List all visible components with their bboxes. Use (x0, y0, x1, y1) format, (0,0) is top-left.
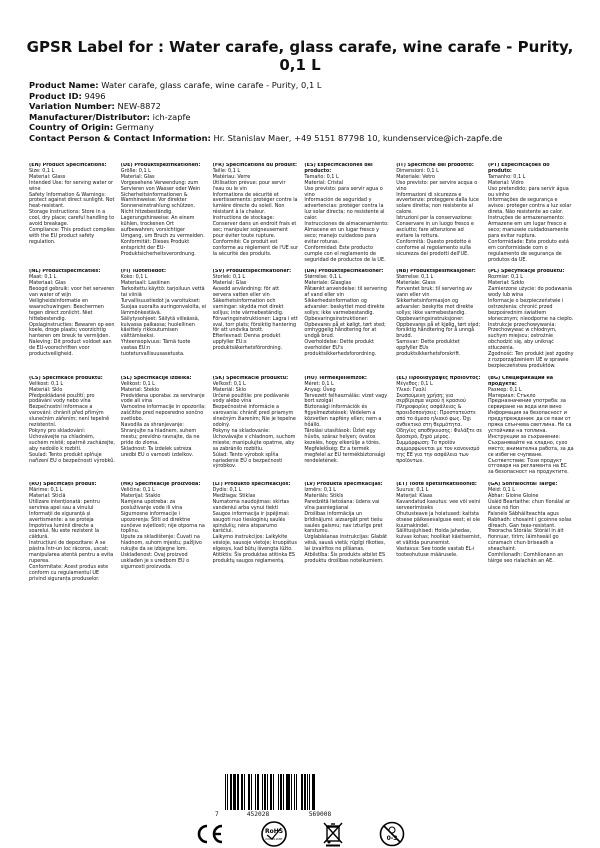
spec-block (29, 482, 115, 582)
spec-block (213, 376, 299, 476)
age-label: 0-3 (386, 835, 398, 842)
spec-heading: (EL) Προδιαγραφές προϊόντος: (396, 375, 481, 381)
barcode-group-left: 452028 (246, 811, 270, 818)
spec-text: Tamaño: 0,1 L Material: Cristal Uso previsto: para servir agua o vino Información de seguridad y advertencias: protéger contra la luz solar directa; no resistente al calor. Instrucciones de almacenamiento: Almacene en un lugar fresco y seco; manejo cuidadoso para evitar roturas. Conformidad: Este producto cumple con el reglamento de seguridad de productos de la UE. (304, 173, 389, 263)
spec-block (213, 163, 299, 263)
spec-text: Rozmiar: 0,1 L Materiał: Szkło Zamierzone użycie: do podawania wody lub wina Informacje o bezpieczeństwie i ostrzeżenia: chronić przed bezpośrednim światłem słonecznym; nieodporne na ciepło. Instrukcje przechowywania: Przechowywać w chłodnym, suchym miejscu; ostrożnie obchodzić się, aby uniknąć stłuczenia. Zgodność: Ten produkt jest zgodny z rozporządzeniem UE w sprawie bezpieczeństwa produktów. (487, 274, 574, 369)
spec-block (396, 269, 482, 369)
spec-heading: (SL) Specifikacije izdelka: (120, 375, 192, 381)
spec-heading: (ES) Especificaciones del producto: (304, 163, 373, 174)
info-label: Product Name: (29, 80, 99, 90)
spec-text: Μέγεθος: 0,1 L Υλικό: Γυαλί Σκοπούμενη χρήση: για σερβίρισμα νερού ή κρασιού Πληροφορίες ασφάλειας & προειδοποιήσεις: Προστατεύστε από το άμεσο ηλιακό φως. Όχι ανθεκτικό στη θερμότητα. Οδηγίες αποθήκευσης: Φυλάξτε σε δροσερό, ξηρό μέρος. Συμμόρφωση: Το προϊόν συμμορφώνεται με τον κανονισμό της ΕΕ για την ασφάλεια των προϊόντων. (396, 380, 483, 464)
info-label: Variation Number: (29, 101, 115, 111)
info-label: Manufacturer/Distributor: (29, 111, 151, 122)
wheelie-bin-crossed-icon (323, 821, 343, 847)
spec-block (488, 376, 574, 476)
spec-block (304, 376, 390, 476)
spec-heading: (PL) Specyfikacje produktu: (487, 269, 565, 275)
spec-text: Koko: 0,1 L Materiaali: Lasiiinen Tarkoitettu käyttö: tarjoiluun vettä tai viiniä Turvallisuustiedot ja varoitukset: Suojaa suoralta auringonvalolta, ei lämmönkestävä. Säilytysohjeet: Säilytä viileässä, kuivassa paikassa; huolellinen käsittely rikkoutumisen välttämiseksi. Yhteensopivuus: Tämä tuote vastaa EU:n tuoteturvallisuusasetusta. (120, 274, 207, 358)
spec-heading: (FI) Tuotetiedot: (120, 269, 166, 275)
certification-icons (195, 822, 405, 846)
barcode-group-right: 569008 (308, 811, 332, 818)
manufacturer-value: ich-zapfe (152, 111, 191, 122)
spec-text: Größe: 0,1 L Material: Glas Vorgesehene Verwendung: zum Servieren von Wasser oder Wein Sicherheitsinformationen & Warnhinweise: Vor direkter Sonneneinstrahlung schützen. Nicht hitzebeständig. Lagerungshinweise: An einem kühlen, trockenen Ort aufbewahren; vorsichtiger Umgang, um Bruch zu vermeiden. Konformität: Dieses Produkt entspricht der EU-Produktsicherheitsverordnung. (120, 167, 205, 257)
spec-text: Veľkosť: 0,1 L Materiál: Sklo Určené použitie: pre podávanie vody alebo vína Bezpečnostné informácie a varovania: chrániť pred priamym slnečným žiarením; Nie je tepelne odolný. Pokyny na skladovanie: Uchovávajte v chladnom, suchom mieste; manipulujte opatrne, aby sa zabránilo rozbitiu. Súlad: Tento výrobok spĺňa nariadenie EÚ o bezpečnosti výrobkov. (212, 380, 296, 470)
spec-heading: (SK) Špecifikácie produktu: (212, 375, 289, 381)
barcode-digit-first: 7 (215, 811, 219, 818)
spec-heading: (DE) Produktspezifikationen: (120, 163, 201, 168)
spec-heading: (GA) Sonraíochtaí Táirge: (487, 482, 558, 488)
country-row (29, 122, 502, 133)
spec-text: Dydis: 0,1 L Medžiaga: Stiklas Numatoma naudojimas: skirtas vandeniui arba vynui tiekti Saugos informacija ir įspėjimai: saugoti nuo tiesioginių saulės spindulių; nėra atsparumo karščiui. Laikymo instrukcijos: Laikykite vėsioje, sausoje vietoje; kruopštus elgesys, kad būtų išvengta lūžio. Atitiktis: Šis produktas atitinka ES produktų saugos reglamentą. (212, 487, 297, 564)
spec-heading: (SV) Produktspecifikationer: (212, 269, 292, 275)
spec-text: Størrelse: 0,1 L Materiale: Glasglas Påtænkt anvendelse: til servering af vand eller vin Sikkerhedsinformation og advarsler: beskyttet mod direkte sollys; ikke varmebestandig. Opbevaringsinstruktioner: Opbevares på et køligt, tørt sted; omhyggelig håndtering for at undgå brud. Overholdelse: Dette produkt overholder EU's produktsikkerhedsforordning. (304, 274, 387, 358)
info-label: Contact Person & Contact Information: (29, 132, 211, 143)
spec-block (304, 482, 390, 582)
manufacturer-row (29, 112, 502, 123)
spec-text: Velikost: 0,1 L Materiál: Sklo Předpokládané použití: pro podávání vody nebo vína Bezpečnostní informace a varování: chránit před přímým slunečním zářením; není tepelně rezistentní. Pokyny pro skladování: Uchovávejte na chladném, suchém místě; opatrně zacházejte, aby nedošlo k rozbití. Soulad: Tento produkt splňuje nařízení EU o bezpečnosti výrobků. (29, 380, 115, 464)
variation-number-value: NEW-8872 (117, 101, 161, 111)
contact-value: Hr. Stanislav Maer, +49 5151 87798 10, kundenservice@ich-zapfe.de (213, 132, 503, 143)
spec-heading: (EN) Product Specifications: (29, 163, 107, 168)
spec-block (29, 269, 115, 369)
spec-text: Taille: 0,1 L Matériau: Verre Utilisation prévue: pour servir l'eau ou le vin Informations de sécurité et avertissements: protéger contre la lumière directe du soleil. Non résistant à la chaleur. Instructions de stockage: Conserver dans un endroit frais et sec; manipuler soigneusement pour éviter toute rupture. Conformité: Ce produit est conforme au règlement de l'UE sur la sécurité des produits. (212, 167, 298, 257)
title-line-1: GPSR Label for : Water carafe, glass carafe, wine carafe - Purity, (26, 38, 574, 56)
spec-block (488, 482, 574, 582)
spec-text: Veličina: 0,1 L Materijal: Staklo Namjena upotreba: za posluživanje vode ili vina Sigurnosne informacije i upozorenja: Štiti od direktne sunčeve svjetlosti; nije otporna na toplinu. Upute za skladištenje: Čuvati na hladnom, suhom mjestu; pažljivo rukujte da se izbjegne lom. Usklađenost: Ovaj proizvod usklađen je s uredbom EU o sigurnosti proizvoda. (120, 487, 205, 570)
spec-row (29, 269, 574, 369)
spec-text: Maat: 0,1 L Materiaal: Glas Beoogd gebruik: voor het serveren van water of wijn Veiligheidsinformatie en waarschuwingen: Beschermen tegen direct zonlicht. Niet hittebestendig. Opslaginstructies: Bewaren op een koele, droge plaats; voorzichtig hanteren om breuk te vermijden. Naleving: Dit product voldoet aan de EU-voorschriften voor productveiligheid. (29, 274, 115, 358)
spec-heading: (HU) Termékjellemzők: (304, 375, 367, 381)
spec-text: Dimensioni: 0,1 L Materiale: Vetro Uso previsto: per servire acqua o vino Informazioni di sicurezza e avvertenze: proteggere dalla luce solare diretta; non resistente al calore. Istruzioni per la conservazione: Conservare in un luogo fresco e asciutto; fare attenzione ad evitare la rottura. Conformità: Questo prodotto è conforme al regolamento sulla sicurezza dei prodotti dell'UE. (396, 167, 479, 257)
spec-block (396, 376, 482, 476)
spec-block (121, 376, 207, 476)
barcode-bar (315, 774, 317, 810)
product-name-value: Water carafe, glass carafe, wine carafe - Purity, 0,1 L (101, 80, 322, 90)
spec-block (121, 482, 207, 582)
spec-block (488, 269, 574, 369)
spec-heading: (NL) Productspecificaties: (29, 269, 101, 275)
spec-block (213, 482, 299, 582)
info-label: Country of Origin: (29, 122, 114, 132)
spec-block (304, 269, 390, 369)
spec-text: Suurus: 0,1 L Materjal: Klaas Kavandatud kasutus: vee või veini serveerimiseks Ohutusteave ja hoiatused: kaitsta otsese päikesevalguse eest; ei ole kuumakindel. Säilitusjuhised: Hoida jahedas, kuivas kohas; hoolikat käsitsemist, et vältida purunemist. Vastavus: See toode vastab EL-i tooteohutuse määrusele. (396, 487, 482, 559)
spec-heading: (BG) Спецификации на продукта: (487, 375, 553, 387)
specifications-grid (29, 163, 574, 589)
spec-text: Storlek: 0,1 L Material: Glas Avsedd användning: för att servera vatten eller vin Säkerhetsinformation och varningar: skydda mot direkt solljus; inte värmebeständig. Förvaringsinstruktioner: Lagra i ett sval, torr plats; försiktig hantering för att undvika brott. Efterlevnad: Denna produkt uppfyller EU:s produktsäkerhetsförordning. (212, 274, 298, 352)
spec-row (29, 482, 574, 582)
rohs-label: RoHS (264, 828, 284, 835)
spec-block (488, 163, 574, 263)
ce-mark-icon (195, 823, 225, 845)
country-value: Germany (115, 122, 154, 132)
spec-block (29, 163, 115, 263)
spec-block (29, 376, 115, 476)
spec-block (304, 163, 390, 263)
spec-block (396, 163, 482, 263)
spec-row (29, 376, 574, 476)
spec-heading: (RO) Specificații produs: (29, 482, 97, 488)
spec-heading: (HR) Specifikacije proizvoda: (120, 482, 201, 488)
spec-block (213, 269, 299, 369)
spec-heading: (DA) Produktspecifikationer: (304, 269, 384, 275)
spec-text: Размер: 0,1 L Материал: Стъкло Предназначение употреба: за сервиране на вода или вино Информация за безопасност и предупреждения: да се пази от пряка слънчева светлина. Не са устойчиви на топлина. Инструкции за съхранение: Съхранявайте на хладно, сухо място; внимателна работа, за да се избегне счупване. Съответствие: Този продукт отговаря на регламента на ЕС за безопасност на продуктите. (487, 386, 574, 476)
barcode-bars (215, 774, 365, 810)
spec-text: Mărime: 0,1 L Material: Sticlă Utilizare intenționată: pentru servirea apei sau a vinului Informații de siguranță și avertismente: a se proteja împotriva luminii directe a soarelui. Nu este rezistent la căldură. Instrucțiuni de depozitare: A se păstra într-un loc răcoros, uscat; manipularea atentă pentru a evita ruperea. Conformitate: Acest produs este conform cu regulamentul UE privind siguranța produselor. (29, 487, 114, 582)
spec-text: Tamanho: 0,1 L Material: Vidro Uso pretendido: para servir água ou vinho Informações de segurança e avisos: proteger contra a luz solar direta. Não resistente ao calor. Instruções de armazenamento: Armazene em um lugar fresco e seco; manuseie cuidadosamente para evitar ruptura. Conformidade: Este produto está em conformidade com o regulamento de segurança de produtos da UE. (487, 173, 572, 263)
label-title (0, 38, 600, 74)
barcode-digits (215, 811, 365, 818)
ean-barcode (215, 774, 365, 819)
spec-block (121, 269, 207, 369)
spec-text: Méid: 0,1 L Ábhar: Gloine Gloine Úsáid Beartaithe: chun fíonálaí ar uisce nó fíon Faisnéis Sábháilteachta agus Rabhadh: chosaint i gcoinne solas díreach. Gan teas-resistant. Treoracha Stórála: Stóráil in áit fionnuar, tirim; láimhseáil go cúramach chun briseadh a sheachaint. Comhlíonadh: Comhlíonann an táirge seo rialachán an AE. (487, 487, 572, 564)
spec-text: Izmērs: 0,1 L Materiāls: Stikls Paredzētā lietošana: ūdens vai vīna pasniegšanai Drošības informācija un brīdinājumi: aizsargāt pret tiešu saules gaismu; nav izturīgs pret karstumu. Uzglabāšanas instrukcijas: Glabāt vēsā, sausā vietā; rūpīgi rīkoties, lai izvairītos no plīšanas. Atbilstība: Šis produkts atbilst ES produktu drošības noteikumiem. (304, 487, 388, 564)
rohs-sublabel: COMPLIANT (265, 837, 283, 841)
spec-heading: (LT) Produkto specifikacijos: (212, 482, 291, 488)
spec-heading: (CS) Specifikace produktu: (29, 375, 103, 381)
spec-block (396, 482, 482, 582)
variation-number-row (29, 101, 502, 112)
spec-text: Méret: 0,1 L Anyag: Üveg Tervezett felhasználás: vizet vagy bort szolgál Biztonsági információk és figyelmeztetések: Védelem a közvetlen napfény ellen; nem a hőálló. Tárolási utasítások: Üzlet egy hűvös, száraz helyen; óvatos kezelés, hogy elkerülje a törés. Megfelelőség: Ez a termék megfelel az EU termékbiztonsági rendeletének. (304, 380, 388, 464)
spec-text: Size: 0,1 L Material: Glass Intended Use: for serving water or wine Safety Information & Warnings: protect against direct sunlight. Not heat-resistant. Storage Instructions: Store in a cool, dry place; careful handling to avoid breakage. Compliance: This product complies with the EU product safety regulation. (29, 167, 115, 245)
no-children-0-3-icon (379, 821, 405, 847)
product-info (29, 80, 502, 143)
product-id-value: 9496 (84, 90, 106, 101)
spec-heading: (LV) Produkta specifikācijas: (304, 482, 383, 488)
spec-heading: (PT) Especificações do produto: (487, 163, 550, 174)
spec-heading: (ET) Toote spetsifikatsioonid: (396, 482, 477, 488)
product-name-row (29, 80, 502, 91)
spec-heading: (IT) Specifiche del prodotto: (396, 163, 474, 168)
spec-text: Størrelse: 0,1 L Materiale: Glass Forventet bruk: til servering av vann eller vin Sikkerhetsinformasjon og advarsler: beskytte mot direkte sollys; ikke varmebestandig. Oppbevaringsinstruksjoner: Oppbevares på et kjølig, tørt sted; forsiktig håndtering for å unngå brudd. Samsvar: Dette produktet oppfyller EUs produktsikkerhetsforskrift. (396, 274, 481, 358)
contact-row (29, 133, 502, 144)
spec-block (121, 163, 207, 263)
title-line-2: 0,1 L (279, 56, 321, 74)
spec-heading: (NB) Produktspesifikasjoner: (396, 269, 476, 275)
spec-row (29, 163, 574, 263)
product-id-row (29, 91, 502, 102)
spec-text: Velikost: 0,1 L Material: Steklo Predvidena uporaba: za serviranje vode ali vina Varnostne informacije in opozorila: zaščitite pred neposredno sončno svetlobo. Navodila za shranjevanje: Shranjujte na hladnem, suhem mestu; previdno ravnajte, da ne pride do zloma. Skladnost: Ta izdelek ustreza uredbi EU o varnosti izdelkov. (120, 380, 206, 458)
spec-heading: (FR) Spécifications du produit: (212, 163, 297, 168)
info-label: Product ID: (29, 90, 82, 101)
rohs-compliant-icon (261, 821, 287, 847)
